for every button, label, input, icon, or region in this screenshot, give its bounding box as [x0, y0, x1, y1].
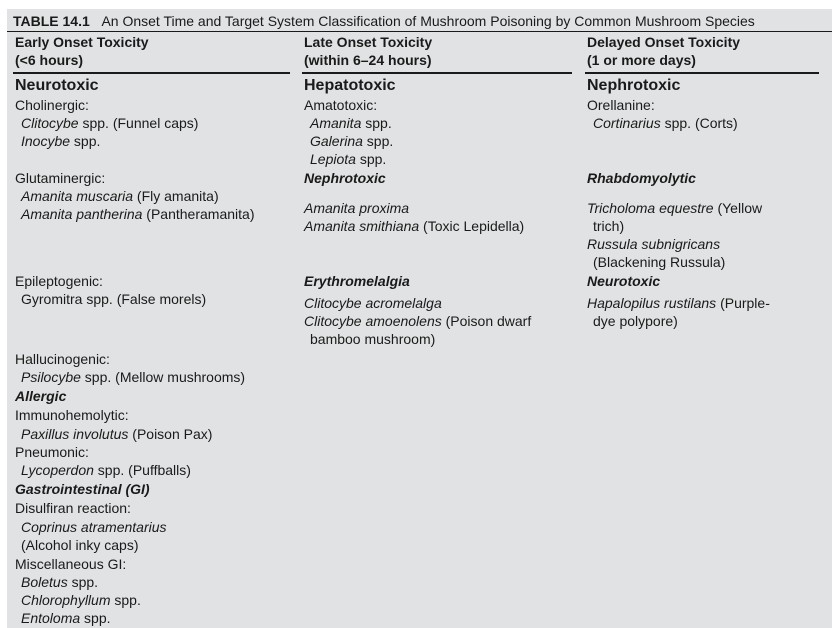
category-nephrotoxic-delayed: Nephrotoxic [587, 77, 681, 94]
header-delayed-line1: Delayed Onset Toxicity [587, 34, 741, 50]
species-coprinus-common: (Alcohol inky caps) [21, 537, 139, 553]
species-note: spp. (Funnel caps) [78, 115, 199, 131]
category-hepatotoxic: Hepatotoxic [304, 77, 396, 94]
species-clitocybe-amoenolens [304, 312, 531, 330]
species-name: Boletus [21, 574, 68, 590]
species-name: Paxillus involutus [21, 426, 129, 442]
species-lepiota [304, 150, 386, 168]
species-clitocybe [15, 114, 198, 132]
species-hapalopilus-note: dye polypore) [593, 313, 678, 329]
category-neurotoxic-delayed: Neurotoxic [587, 273, 661, 289]
species-note: spp. [355, 151, 387, 167]
species-name: Amanita muscaria [21, 188, 134, 204]
species-note: spp. [361, 115, 392, 131]
species-russula: Russula subnigricans [587, 236, 721, 252]
species-galerina [304, 132, 393, 150]
species-name: Psilocybe [21, 369, 81, 385]
species-hapalopilus [587, 294, 770, 312]
species-lycoperdon [15, 461, 191, 479]
species-note: (Yellow [713, 200, 763, 216]
species-name: Lepiota [310, 151, 356, 167]
subgroup-hallucinogenic: Hallucinogenic: [15, 351, 110, 367]
species-note: (Poison Pax) [128, 426, 213, 442]
species-coprinus: Coprinus atramentarius [21, 519, 167, 535]
caption-gap [90, 13, 102, 29]
header-rule-early [13, 72, 290, 74]
header-late-line2: (within 6–24 hours) [304, 52, 432, 68]
species-name: Galerina [310, 133, 363, 149]
species-note: spp. [110, 592, 141, 608]
species-name: Chlorophyllum [21, 592, 111, 608]
category-nephrotoxic-late: Nephrotoxic [304, 170, 386, 186]
category-erythromelalgia: Erythromelalgia [304, 273, 410, 289]
species-note: (Purple- [716, 295, 770, 311]
species-note: spp. [67, 574, 99, 590]
species-note: spp. [362, 133, 394, 149]
species-name: Hapalopilus rustilans [587, 295, 717, 311]
species-note: spp. (Mellow mushrooms) [80, 369, 246, 385]
species-amanita-muscaria [15, 187, 219, 205]
species-name: Clitocybe [21, 115, 79, 131]
species-tricholoma [587, 199, 762, 217]
species-note: spp. [70, 133, 101, 149]
header-early-line1: Early Onset Toxicity [15, 34, 149, 50]
species-name: Lycoperdon [21, 462, 94, 478]
species-note: (Poison dwarf [441, 313, 532, 329]
species-paxillus [15, 425, 212, 443]
species-gyromitra: Gyromitra spp. (False morels) [21, 291, 207, 307]
species-note: spp. [80, 610, 111, 626]
species-name: Cortinarius [593, 115, 661, 131]
header-late-line1: Late Onset Toxicity [304, 34, 433, 50]
header-delayed-line2: (1 or more days) [587, 52, 696, 68]
species-clitocybe-amoenolens-note: bamboo mushroom) [310, 331, 436, 347]
caption-rule [7, 31, 832, 32]
subgroup-immunohemolytic: Immunohemolytic: [15, 407, 129, 423]
table-label: TABLE 14.1 [13, 13, 90, 29]
subgroup-pneumonic: Pneumonic: [15, 444, 89, 460]
table-caption [13, 13, 755, 29]
table-title: An Onset Time and Target System Classification of Mushroom Poisoning by Common Mushroom Species [101, 13, 755, 29]
species-cortinarius [587, 114, 738, 132]
species-inocybe [15, 132, 100, 150]
species-note: spp. (Corts) [660, 115, 738, 131]
subgroup-orellanine: Orellanine: [587, 97, 655, 113]
species-amanita [304, 114, 392, 132]
header-late-onset [304, 33, 432, 69]
category-allergic: Allergic [15, 388, 67, 404]
species-entoloma [15, 609, 111, 627]
header-early-onset [15, 33, 149, 69]
species-clitocybe-acromelalga: Clitocybe acromelalga [304, 295, 442, 311]
species-note: (Toxic Lepidella) [419, 218, 525, 234]
species-boletus [15, 573, 98, 591]
species-note: spp. (Puffballs) [93, 462, 191, 478]
subgroup-amatotoxic: Amatotoxic: [304, 97, 378, 113]
species-name: Clitocybe amoenolens [304, 313, 442, 329]
species-russula-note: (Blackening Russula) [593, 254, 726, 270]
category-neurotoxic: Neurotoxic [15, 77, 99, 94]
species-amanita-smithiana [304, 217, 524, 235]
species-name: Amanita pantherina [21, 206, 143, 222]
species-note: (Fly amanita) [133, 188, 219, 204]
header-delayed-onset [587, 33, 740, 69]
species-name: Inocybe [21, 133, 71, 149]
species-amanita-proxima: Amanita proxima [304, 200, 410, 216]
header-rule-delayed [585, 72, 819, 74]
species-amanita-pantherina [15, 205, 254, 223]
category-gastrointestinal: Gastrointestinal (GI) [15, 481, 150, 497]
species-chlorophyllum [15, 591, 141, 609]
header-early-line2: (<6 hours) [15, 52, 84, 68]
species-note: (Pantheramanita) [142, 206, 255, 222]
species-tricholoma-note: trich) [593, 218, 625, 234]
mushroom-poisoning-table [7, 9, 832, 628]
subgroup-misc-gi: Miscellaneous GI: [15, 556, 127, 572]
header-rule-late [302, 72, 572, 74]
subgroup-epileptogenic: Epileptogenic: [15, 273, 103, 289]
species-name: Amanita smithiana [304, 218, 420, 234]
category-rhabdomyolytic: Rhabdomyolytic [587, 170, 696, 186]
subgroup-disulfiran: Disulfiran reaction: [15, 500, 131, 516]
species-name: Tricholoma equestre [587, 200, 714, 216]
subgroup-cholinergic: Cholinergic: [15, 97, 89, 113]
species-name: Entoloma [21, 610, 81, 626]
species-psilocybe [15, 368, 245, 386]
subgroup-glutaminergic: Glutaminergic: [15, 170, 106, 186]
species-name: Amanita [310, 115, 362, 131]
